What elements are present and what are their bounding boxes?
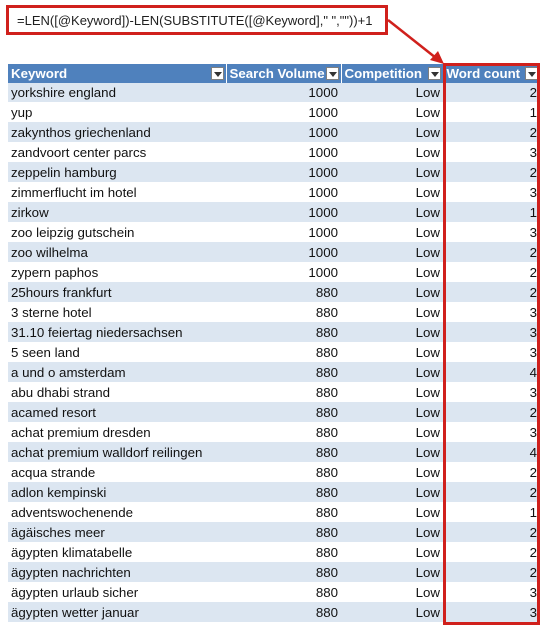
word-count-cell[interactable]: 2 (443, 403, 540, 423)
word-count-cell[interactable]: 3 (443, 583, 540, 603)
table-row[interactable] (8, 83, 540, 103)
table-row[interactable] (8, 563, 540, 583)
competition-cell[interactable]: Low (341, 603, 443, 623)
table-row[interactable] (8, 363, 540, 383)
table-header-row (8, 64, 540, 83)
table-row[interactable] (8, 103, 540, 123)
search-volume-cell[interactable]: 880 (226, 543, 341, 563)
keyword-cell[interactable]: ägypten nachrichten (8, 563, 226, 583)
table-row[interactable] (8, 283, 540, 303)
table-row[interactable] (8, 123, 540, 143)
keyword-cell[interactable]: ägypten wetter januar (8, 603, 226, 623)
search-volume-cell[interactable]: 880 (226, 523, 341, 543)
competition-cell[interactable]: Low (341, 323, 443, 343)
search-volume-cell[interactable]: 880 (226, 463, 341, 483)
search-volume-cell[interactable]: 880 (226, 363, 341, 383)
competition-cell[interactable]: Low (341, 163, 443, 183)
word-count-cell[interactable]: 3 (443, 303, 540, 323)
keyword-cell[interactable]: 31.10 feiertag niedersachsen (8, 323, 226, 343)
word-count-cell[interactable]: 1 (443, 203, 540, 223)
competition-cell[interactable]: Low (341, 363, 443, 383)
keyword-cell[interactable]: zimmerflucht im hotel (8, 183, 226, 203)
competition-cell[interactable]: Low (341, 563, 443, 583)
word-count-cell[interactable]: 2 (443, 523, 540, 543)
table-row[interactable] (8, 143, 540, 163)
filter-dropdown-icon[interactable] (428, 67, 441, 80)
competition-cell[interactable]: Low (341, 243, 443, 263)
keyword-cell[interactable]: achat premium dresden (8, 423, 226, 443)
word-count-cell[interactable]: 3 (443, 423, 540, 443)
table-row[interactable] (8, 423, 540, 443)
keyword-cell[interactable]: zypern paphos (8, 263, 226, 283)
table-body (8, 83, 540, 623)
word-count-cell[interactable]: 4 (443, 443, 540, 463)
competition-cell[interactable]: Low (341, 383, 443, 403)
keyword-cell[interactable]: yorkshire england (8, 83, 226, 103)
table-row[interactable] (8, 383, 540, 403)
word-count-cell[interactable]: 3 (443, 223, 540, 243)
competition-cell[interactable]: Low (341, 283, 443, 303)
table-row[interactable] (8, 203, 540, 223)
competition-cell[interactable]: Low (341, 403, 443, 423)
keyword-cell[interactable]: yup (8, 103, 226, 123)
search-volume-cell[interactable]: 880 (226, 343, 341, 363)
formula-text: =LEN([@Keyword])-LEN(SUBSTITUTE([@Keyword]," ",""))+1 (17, 13, 373, 28)
table-row[interactable] (8, 523, 540, 543)
word-count-cell[interactable]: 2 (443, 543, 540, 563)
keyword-cell[interactable]: 25hours frankfurt (8, 283, 226, 303)
table-row[interactable] (8, 583, 540, 603)
keyword-cell[interactable]: 5 seen land (8, 343, 226, 363)
table-row[interactable] (8, 403, 540, 423)
word-count-cell[interactable]: 2 (443, 83, 540, 103)
word-count-cell[interactable]: 2 (443, 563, 540, 583)
search-volume-cell[interactable]: 1000 (226, 223, 341, 243)
table-row[interactable] (8, 163, 540, 183)
competition-cell[interactable]: Low (341, 123, 443, 143)
table-row[interactable] (8, 503, 540, 523)
search-volume-cell[interactable]: 880 (226, 423, 341, 443)
keyword-cell[interactable]: zeppelin hamburg (8, 163, 226, 183)
column-header-word-count[interactable]: Word count (443, 64, 540, 83)
search-volume-cell[interactable]: 1000 (226, 143, 341, 163)
keyword-cell[interactable]: ägäisches meer (8, 523, 226, 543)
search-volume-cell[interactable]: 1000 (226, 203, 341, 223)
competition-cell[interactable]: Low (341, 83, 443, 103)
word-count-cell[interactable]: 2 (443, 163, 540, 183)
competition-cell[interactable]: Low (341, 203, 443, 223)
search-volume-cell[interactable]: 1000 (226, 83, 341, 103)
word-count-cell[interactable]: 1 (443, 103, 540, 123)
word-count-cell[interactable]: 3 (443, 183, 540, 203)
filter-dropdown-icon[interactable] (211, 67, 224, 80)
word-count-cell[interactable]: 4 (443, 363, 540, 383)
word-count-cell[interactable]: 2 (443, 283, 540, 303)
keyword-cell[interactable]: acamed resort (8, 403, 226, 423)
competition-cell[interactable]: Low (341, 503, 443, 523)
table-row[interactable] (8, 183, 540, 203)
competition-cell[interactable]: Low (341, 543, 443, 563)
competition-cell[interactable]: Low (341, 443, 443, 463)
word-count-cell[interactable]: 3 (443, 143, 540, 163)
keyword-cell[interactable]: zakynthos griechenland (8, 123, 226, 143)
keyword-cell[interactable]: adlon kempinski (8, 483, 226, 503)
column-header-keyword[interactable]: Keyword (8, 64, 226, 83)
formula-callout (6, 5, 388, 35)
search-volume-cell[interactable]: 880 (226, 603, 341, 623)
word-count-cell[interactable]: 3 (443, 603, 540, 623)
search-volume-cell[interactable]: 880 (226, 483, 341, 503)
competition-cell[interactable]: Low (341, 463, 443, 483)
filter-dropdown-icon[interactable] (326, 67, 339, 80)
keyword-cell[interactable]: a und o amsterdam (8, 363, 226, 383)
table-row[interactable] (8, 223, 540, 243)
word-count-cell[interactable]: 3 (443, 323, 540, 343)
competition-cell[interactable]: Low (341, 523, 443, 543)
table-row[interactable] (8, 483, 540, 503)
table-row[interactable] (8, 343, 540, 363)
word-count-cell[interactable]: 2 (443, 463, 540, 483)
keyword-cell[interactable]: acqua strande (8, 463, 226, 483)
search-volume-cell[interactable]: 880 (226, 303, 341, 323)
table-row[interactable] (8, 603, 540, 623)
keyword-cell[interactable]: 3 sterne hotel (8, 303, 226, 323)
table-row[interactable] (8, 443, 540, 463)
word-count-cell[interactable]: 3 (443, 383, 540, 403)
word-count-cell[interactable]: 1 (443, 503, 540, 523)
search-volume-cell[interactable]: 1000 (226, 243, 341, 263)
keyword-cell[interactable]: ägypten klimatabelle (8, 543, 226, 563)
search-volume-cell[interactable]: 880 (226, 563, 341, 583)
search-volume-cell[interactable]: 1000 (226, 183, 341, 203)
table-row[interactable] (8, 263, 540, 283)
search-volume-cell[interactable]: 880 (226, 503, 341, 523)
competition-cell[interactable]: Low (341, 223, 443, 243)
search-volume-cell[interactable]: 880 (226, 323, 341, 343)
competition-cell[interactable]: Low (341, 483, 443, 503)
search-volume-cell[interactable]: 1000 (226, 103, 341, 123)
word-count-cell[interactable]: 2 (443, 483, 540, 503)
keyword-cell[interactable]: zoo wilhelma (8, 243, 226, 263)
search-volume-cell[interactable]: 880 (226, 383, 341, 403)
competition-cell[interactable]: Low (341, 183, 443, 203)
search-volume-cell[interactable]: 1000 (226, 123, 341, 143)
keyword-cell[interactable]: zoo leipzig gutschein (8, 223, 226, 243)
competition-cell[interactable]: Low (341, 303, 443, 323)
competition-cell[interactable]: Low (341, 263, 443, 283)
keyword-cell[interactable]: adventswochenende (8, 503, 226, 523)
keyword-cell[interactable]: zirkow (8, 203, 226, 223)
table-row[interactable] (8, 243, 540, 263)
table-row[interactable] (8, 323, 540, 343)
word-count-cell[interactable]: 2 (443, 243, 540, 263)
word-count-cell[interactable]: 3 (443, 343, 540, 363)
keyword-cell[interactable]: abu dhabi strand (8, 383, 226, 403)
word-count-cell[interactable]: 2 (443, 123, 540, 143)
competition-cell[interactable]: Low (341, 423, 443, 443)
search-volume-cell[interactable]: 880 (226, 443, 341, 463)
keyword-cell[interactable]: ägypten urlaub sicher (8, 583, 226, 603)
keyword-cell[interactable]: achat premium walldorf reilingen (8, 443, 226, 463)
competition-cell[interactable]: Low (341, 583, 443, 603)
competition-cell[interactable]: Low (341, 103, 443, 123)
search-volume-cell[interactable]: 880 (226, 403, 341, 423)
filter-dropdown-icon[interactable] (525, 67, 538, 80)
search-volume-cell[interactable]: 880 (226, 583, 341, 603)
keyword-cell[interactable]: zandvoort center parcs (8, 143, 226, 163)
keyword-table (8, 64, 541, 623)
word-count-cell[interactable]: 2 (443, 263, 540, 283)
search-volume-cell[interactable]: 1000 (226, 163, 341, 183)
column-header-search-volume[interactable]: Search Volume (226, 64, 341, 83)
competition-cell[interactable]: Low (341, 343, 443, 363)
column-header-competition[interactable]: Competition (341, 64, 443, 83)
search-volume-cell[interactable]: 1000 (226, 263, 341, 283)
table-row[interactable] (8, 463, 540, 483)
table-row[interactable] (8, 303, 540, 323)
search-volume-cell[interactable]: 880 (226, 283, 341, 303)
competition-cell[interactable]: Low (341, 143, 443, 163)
table-row[interactable] (8, 543, 540, 563)
